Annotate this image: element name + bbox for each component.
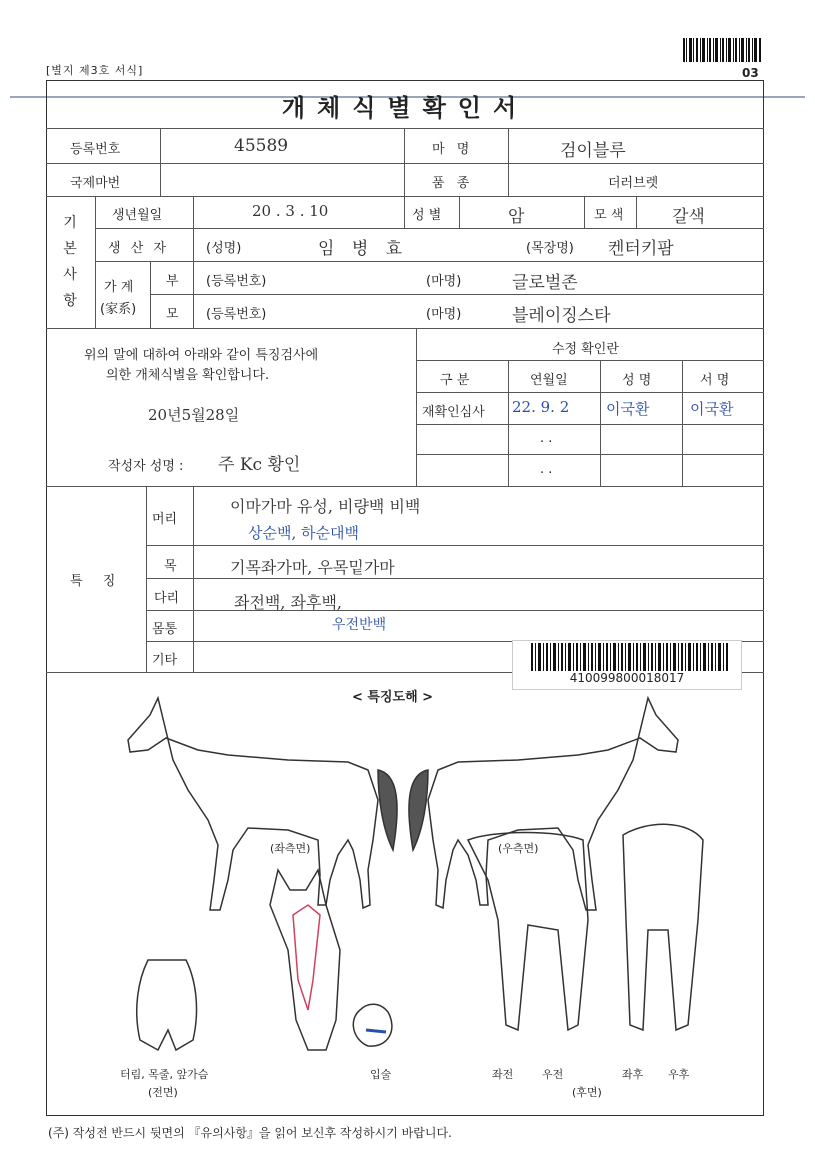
neck-label: 목: [164, 559, 177, 574]
grid-line: [416, 424, 764, 425]
revision-header-type: 구 분: [440, 373, 470, 388]
diagram-title: < 특징도해 >: [352, 690, 434, 705]
dam-value: 블레이징스타: [512, 306, 611, 326]
grid-line: [46, 128, 764, 129]
grid-line: [508, 128, 509, 196]
grid-line: [193, 228, 194, 261]
muzzle-marking: [366, 1030, 386, 1032]
muzzle-outline: [353, 1004, 392, 1046]
barcode-bars: [515, 643, 741, 673]
grid-line: [636, 196, 637, 228]
breed-label: 품 종: [432, 176, 474, 191]
sire-value: 글로벌존: [512, 273, 578, 293]
breeder-label: 생 산 자: [108, 241, 169, 256]
writer-value: 주 Kc 황인: [218, 455, 301, 475]
sire-name-label: (마명): [426, 274, 462, 289]
other-label: 기타: [152, 653, 178, 668]
head-value-2: 상순백, 하순대백: [248, 524, 359, 542]
breed-value: 더러브렛: [608, 176, 659, 191]
grid-line: [146, 486, 147, 672]
right-side-label: (우측면): [498, 842, 539, 855]
confirm-date: 20년5월28일: [148, 406, 240, 424]
basic-section-char: 항: [63, 293, 77, 309]
grid-line: [150, 294, 764, 295]
grid-line: [160, 128, 161, 196]
revision-title: 수정 확인란: [552, 342, 619, 357]
grid-line: [508, 360, 509, 486]
grid-line: [682, 360, 683, 486]
grid-line: [193, 261, 194, 328]
barcode-number: 410099800018017: [569, 671, 685, 685]
color-value: 갈색: [672, 207, 705, 227]
grid-line: [459, 196, 460, 228]
revision-header-sign: 서 명: [700, 373, 730, 388]
left-hind-label: 좌후: [622, 1068, 644, 1081]
revision-row-type: 재확인심사: [422, 405, 485, 420]
intl-no-label: 국제마번: [70, 176, 121, 191]
revision-header-date: 연월일: [530, 373, 568, 388]
front-caption: 터림, 목줄, 앞가슴: [120, 1068, 209, 1081]
grid-line: [46, 328, 764, 329]
breeder-value: 임 병 효: [318, 239, 409, 259]
form-title: 개체식별확인서: [281, 94, 529, 122]
left-front-label: 좌전: [492, 1068, 514, 1081]
grid-line: [146, 545, 764, 546]
basic-section-char: 사: [63, 267, 77, 283]
left-side-label: (좌측면): [270, 842, 311, 855]
revision-row-date: 22. 9. 2: [512, 398, 570, 416]
body-label: 몸통: [152, 622, 178, 637]
birth-value: 20 . 3 . 10: [252, 202, 329, 220]
pedigree-label-hanja: (家系): [100, 302, 137, 317]
basic-section-char: 기: [63, 215, 77, 231]
rear-label: (후면): [572, 1086, 602, 1099]
revision-header-name: 성 명: [622, 373, 652, 388]
sire-reg-label: (등록번호): [206, 274, 267, 289]
revision-row-date: . .: [540, 462, 553, 477]
grid-line: [46, 486, 764, 487]
horse-diagram: [48, 680, 764, 1090]
color-label: 모 색: [594, 208, 624, 223]
horse-name-label: 마 명: [432, 142, 474, 157]
left-side-horse: [128, 698, 378, 910]
lips-label: 입술: [370, 1068, 392, 1081]
left-tail: [378, 770, 397, 850]
horse-name-value: 검이블루: [560, 141, 626, 161]
page-number: 03: [742, 66, 759, 80]
sex-label: 성 별: [412, 208, 442, 223]
reg-no-value: 45589: [234, 136, 289, 156]
grid-line: [193, 196, 194, 228]
grid-line: [95, 196, 96, 328]
dam-label: 모: [166, 307, 179, 322]
head-value-1: 이마가마 유성, 비량백 비백: [230, 497, 421, 516]
features-section-label: 특 징: [70, 574, 124, 589]
pedigree-label: 가 계: [104, 280, 134, 295]
confirm-line-1: 위의 말에 대하여 아래와 같이 특징검사에: [84, 348, 319, 363]
basic-section-char: 본: [63, 241, 77, 257]
reg-no-label: 등록번호: [70, 142, 121, 157]
farm-label: (목장명): [526, 241, 574, 256]
writer-label: 작성자 성명 :: [108, 459, 184, 474]
front-chest-outline: [137, 960, 197, 1050]
grid-line: [416, 328, 417, 486]
grid-line: [416, 360, 764, 361]
grid-line: [95, 228, 764, 229]
grid-line: [416, 392, 764, 393]
dam-reg-label: (등록번호): [206, 307, 267, 322]
grid-line: [404, 196, 405, 228]
sire-label: 부: [166, 274, 179, 289]
grid-line: [416, 454, 764, 455]
sex-value: 암: [508, 207, 525, 227]
footer-note: (주) 작성전 반드시 뒷면의 『유의사항』을 읽어 보신후 작성하시기 바랍니다.: [48, 1126, 452, 1140]
right-front-label: 우전: [542, 1068, 564, 1081]
legs-value: 좌전백, 좌후백,: [234, 593, 342, 612]
front-head-outline: [270, 870, 340, 1050]
grid-line: [46, 196, 764, 197]
grid-line: [46, 163, 764, 164]
grid-line: [404, 128, 405, 196]
revision-row-date: . .: [540, 431, 553, 446]
legs-value-2: 우전반백: [332, 617, 387, 633]
face-marking: [293, 905, 320, 1010]
top-barcode: [683, 38, 761, 62]
grid-line: [600, 360, 601, 486]
farm-value: 켄터키팜: [608, 239, 674, 259]
right-hind-label: 우후: [668, 1068, 690, 1081]
rear-view-outline: [623, 824, 703, 1030]
form-label: [별지 제3호 서식]: [46, 64, 144, 77]
head-label: 머리: [152, 512, 178, 527]
basic-section-label: [60, 210, 80, 314]
right-tail: [409, 770, 428, 850]
revision-row-name: 이국환: [606, 400, 650, 418]
right-side-horse: [428, 698, 678, 910]
confirm-line-2: 의한 개체식별을 확인합니다.: [106, 368, 270, 383]
grid-line: [584, 196, 585, 228]
dam-name-label: (마명): [426, 307, 462, 322]
birth-label: 생년월일: [112, 208, 163, 223]
grid-line: [95, 261, 764, 262]
front-label: (전면): [148, 1086, 178, 1099]
breeder-name-label: (성명): [206, 241, 242, 256]
grid-line: [150, 261, 151, 328]
revision-row-sign: 이국환: [690, 400, 734, 418]
legs-label: 다리: [154, 591, 180, 606]
neck-value: 기목좌가마, 우목밑가마: [230, 558, 395, 577]
grid-line: [193, 486, 194, 672]
grid-line: [146, 578, 764, 579]
